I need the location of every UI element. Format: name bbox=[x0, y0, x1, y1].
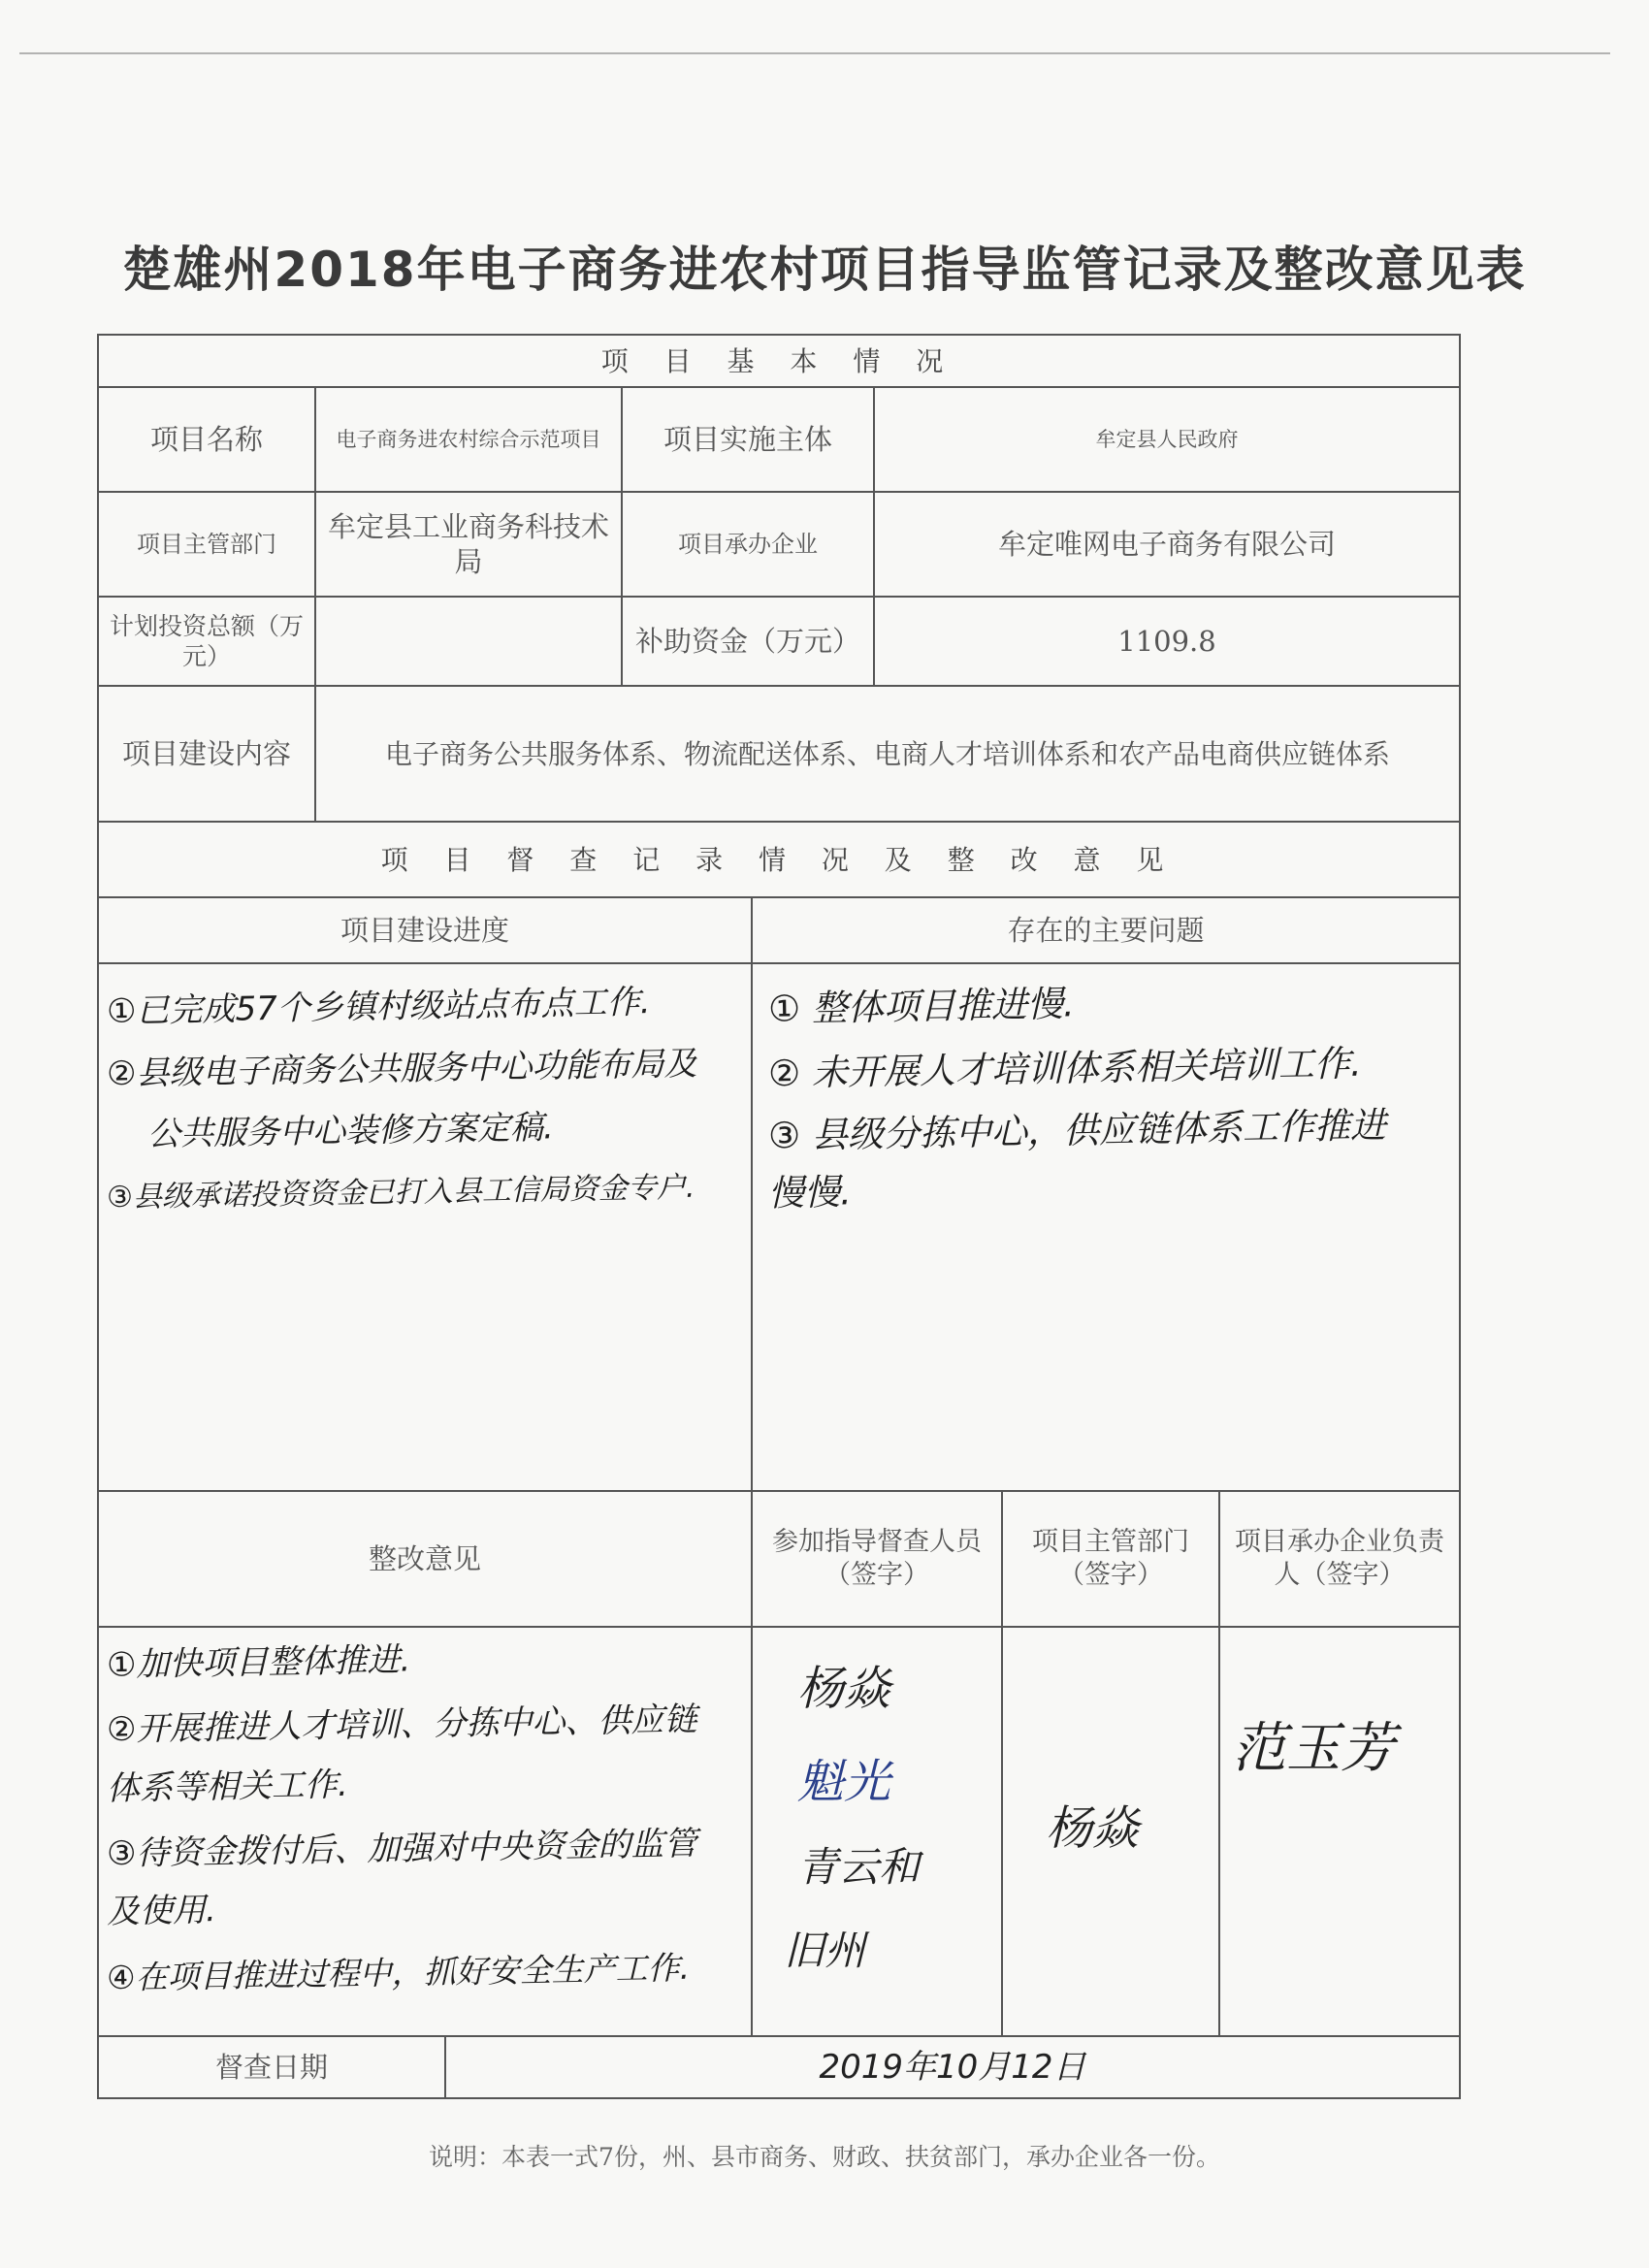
problem-line: ① 整体项目推进慢. bbox=[767, 983, 1076, 1030]
rectify-line: ①加快项目整体推进. bbox=[106, 1640, 411, 1685]
rectify-line: ②开展推进人才培训、分拣中心、供应链 bbox=[106, 1700, 697, 1750]
undertaker-value: 牟定唯网电子商务有限公司 bbox=[997, 527, 1336, 561]
content-value: 电子商务公共服务体系、物流配送体系、电商人才培训体系和农产品电商供应链体系 bbox=[384, 737, 1390, 770]
implementer-value: 牟定县人民政府 bbox=[1095, 427, 1239, 451]
department-value: 牟定县工业商务科技术局 bbox=[327, 509, 609, 578]
inspector-signature: 杨焱 bbox=[797, 1662, 891, 1716]
company-signature: 范玉芳 bbox=[1232, 1717, 1395, 1780]
progress-line: ②县级电子商务公共服务中心功能布局及 bbox=[106, 1044, 697, 1094]
project-name-value: 电子商务进农村综合示范项目 bbox=[336, 427, 601, 451]
date-label: 督查日期 bbox=[214, 2050, 328, 2084]
dept-sign-header: 项目主管部门（签字） bbox=[1032, 1527, 1189, 1590]
scan-edge-line bbox=[19, 52, 1610, 54]
rectify-line: ④在项目推进过程中，抓好安全生产工作. bbox=[106, 1948, 691, 1997]
problem-line: ② 未开展人才培训体系相关培训工作. bbox=[767, 1042, 1363, 1095]
rectify-header: 整改意见 bbox=[368, 1541, 481, 1575]
subsidy-label: 补助资金（万元） bbox=[634, 624, 860, 658]
problem-line: ③ 县级分拣中心，供应链体系工作推进 bbox=[767, 1104, 1387, 1157]
undertaker-label: 项目承办企业 bbox=[678, 531, 818, 558]
section-header-basic: 项 目 基 本 情 况 bbox=[600, 344, 957, 377]
progress-line: 公共服务中心装修方案定稿. bbox=[146, 1108, 555, 1154]
project-name-label: 项目名称 bbox=[149, 422, 263, 456]
subsidy-value: 1109.8 bbox=[1117, 624, 1216, 658]
rectify-line: 体系等相关工作. bbox=[106, 1765, 349, 1809]
inspector-signature: 旧州 bbox=[784, 1927, 866, 1974]
inspector-signature: 魁光 bbox=[797, 1755, 891, 1809]
investment-value bbox=[316, 598, 621, 685]
footnote: 说明：本表一式7份，州、县市商务、财政、扶贫部门，承办企业各一份。 bbox=[429, 2143, 1220, 2171]
rectify-line: ③待资金拨付后、加强对中央资金的监管 bbox=[106, 1824, 697, 1874]
progress-line: ③县级承诺投资资金已打入县工信局资金专户. bbox=[106, 1170, 695, 1215]
company-sign-header: 项目承办企业负责人（签字） bbox=[1235, 1527, 1444, 1590]
content-label: 项目建设内容 bbox=[121, 736, 291, 770]
inspection-form-table bbox=[97, 334, 1461, 2099]
section-header-record: 项 目 督 查 记 录 情 况 及 整 改 意 见 bbox=[380, 843, 1178, 876]
problems-header: 存在的主要问题 bbox=[1007, 913, 1205, 947]
page-title: 楚雄州2018年电子商务进农村项目指导监管记录及整改意见表 bbox=[122, 242, 1527, 298]
progress-header: 项目建设进度 bbox=[340, 913, 509, 947]
date-value: 2019年10月12日 bbox=[819, 2047, 1086, 2087]
inspector-header: 参加指导督查人员（签字） bbox=[772, 1527, 982, 1590]
row-line bbox=[99, 962, 1459, 964]
dept-signature: 杨焱 bbox=[1046, 1801, 1140, 1856]
inspector-signature: 青云和 bbox=[797, 1843, 921, 1891]
row-line bbox=[99, 1626, 1459, 1628]
rectify-line: 及使用. bbox=[106, 1891, 217, 1931]
col-line bbox=[751, 896, 753, 2035]
investment-label: 计划投资总额（万元） bbox=[109, 611, 304, 670]
implementer-label: 项目实施主体 bbox=[663, 422, 832, 456]
problem-line: 慢慢. bbox=[767, 1171, 853, 1215]
progress-line: ①已完成57个乡镇村级站点布点工作. bbox=[106, 983, 651, 1031]
department-label: 项目主管部门 bbox=[137, 531, 276, 558]
